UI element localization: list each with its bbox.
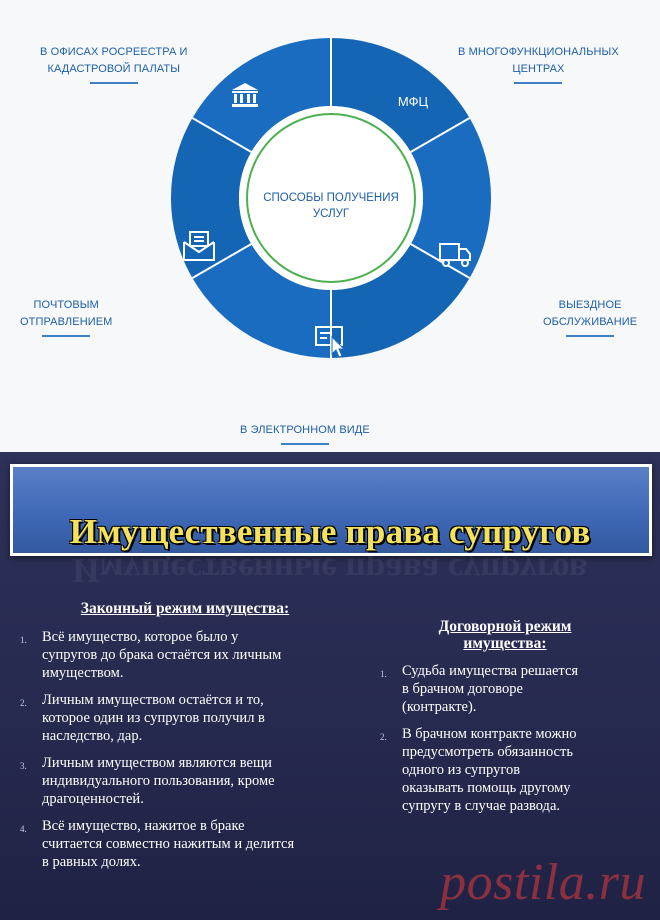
label-underline (281, 443, 329, 445)
list-item (20, 691, 360, 745)
service-methods-infographic (0, 0, 660, 452)
label-underline (42, 335, 90, 337)
slide-title: Имущественные права супругов (69, 512, 591, 551)
list-item-line: наследство, дар. (42, 728, 143, 744)
slide-title-reflection: Имущественные права супругов (72, 551, 588, 590)
service-methods-ring (170, 25, 492, 375)
list-item-line: Всё имущество, которое было у (42, 629, 239, 645)
list-item-line: супругов до брака остаётся их личным (42, 647, 282, 663)
label-underline (566, 335, 614, 337)
list-item (380, 725, 650, 815)
list-item-line: Судьба имущества решается (402, 663, 579, 679)
label-onsite (543, 297, 637, 337)
contract-regime-heading (380, 618, 630, 652)
list-item-number: 4. (20, 824, 27, 834)
list-item-line: в брачном договоре (402, 681, 523, 697)
label-mfc-centers (458, 44, 619, 84)
list-item (20, 628, 360, 682)
list-item-line: Всё имущество, нажитое в браке (42, 818, 245, 834)
list-item-number: 1. (380, 669, 387, 679)
list-item-line: супругу в случае развода. (402, 798, 560, 814)
label-onsite-line-1: ВЫЕЗДНОЕ (558, 299, 622, 311)
list-item-number: 1. (20, 635, 27, 645)
list-item-line: предусмотреть обязанность (402, 744, 573, 760)
list-item-number: 3. (20, 761, 27, 771)
label-offices-line-1: В ОФИСАХ РОСРЕЕСТРА И (40, 46, 188, 58)
mfc-segment-label: МФЦ (397, 94, 429, 109)
label-mfc-centers-line-1: В МНОГОФУНКЦИОНАЛЬНЫХ (458, 46, 619, 58)
label-electronic-line-1: В ЭЛЕКТРОННОМ ВИДЕ (240, 424, 370, 436)
list-item-line: оказывать помощь другому (402, 780, 571, 796)
list-item-line: которое один из супругов получил в (42, 710, 265, 726)
label-postal-line-2: ОТПРАВЛЕНИЕМ (20, 316, 113, 328)
label-underline (514, 82, 562, 84)
label-offices-line-2: КАДАСТРОВОЙ ПАЛАТЫ (47, 63, 181, 75)
label-electronic (240, 422, 370, 445)
slide-marital-property (0, 452, 660, 920)
label-mfc-centers-line-2: ЦЕНТРАХ (512, 63, 565, 75)
contract-regime-heading-line-2: имущества: (463, 635, 547, 652)
list-item-line: считается совместно нажитым и делится (42, 836, 295, 852)
list-item-line: В брачном контракте можно (402, 726, 577, 742)
label-postal-line-1: ПОЧТОВЫМ (33, 299, 99, 311)
list-item-line: имуществом. (42, 665, 124, 681)
list-item-line: Личным имуществом остаётся и то, (42, 692, 264, 708)
label-underline (90, 82, 138, 84)
list-item-line: индивидуального пользования, кроме (42, 773, 275, 789)
list-item-line: драгоценностей. (42, 791, 144, 807)
list-item (380, 662, 650, 716)
list-item-line: Личным имуществом являются вещи (42, 755, 272, 771)
center-text-line-2: УСЛУГ (312, 208, 350, 220)
list-item-line: в равных долях. (42, 854, 141, 870)
list-item-number: 2. (380, 732, 387, 742)
list-item (20, 817, 360, 871)
list-item (20, 754, 360, 808)
list-item-line: (контракте). (402, 699, 477, 715)
postila-watermark: postila.ru (440, 854, 646, 911)
list-item-number: 2. (20, 698, 27, 708)
label-postal (20, 297, 112, 337)
contract-regime-list (380, 662, 650, 824)
list-item-line: одного из супругов (402, 762, 521, 778)
contract-regime-heading-line-1: Договорной режим (438, 618, 572, 635)
label-offices (40, 44, 188, 84)
legal-regime-heading: Законный режим имущества: (80, 600, 290, 617)
center-text-line-1: СПОСОБЫ ПОЛУЧЕНИЯ (263, 192, 399, 204)
label-onsite-line-2: ОБСЛУЖИВАНИЕ (543, 316, 638, 328)
legal-regime-list (20, 628, 360, 880)
